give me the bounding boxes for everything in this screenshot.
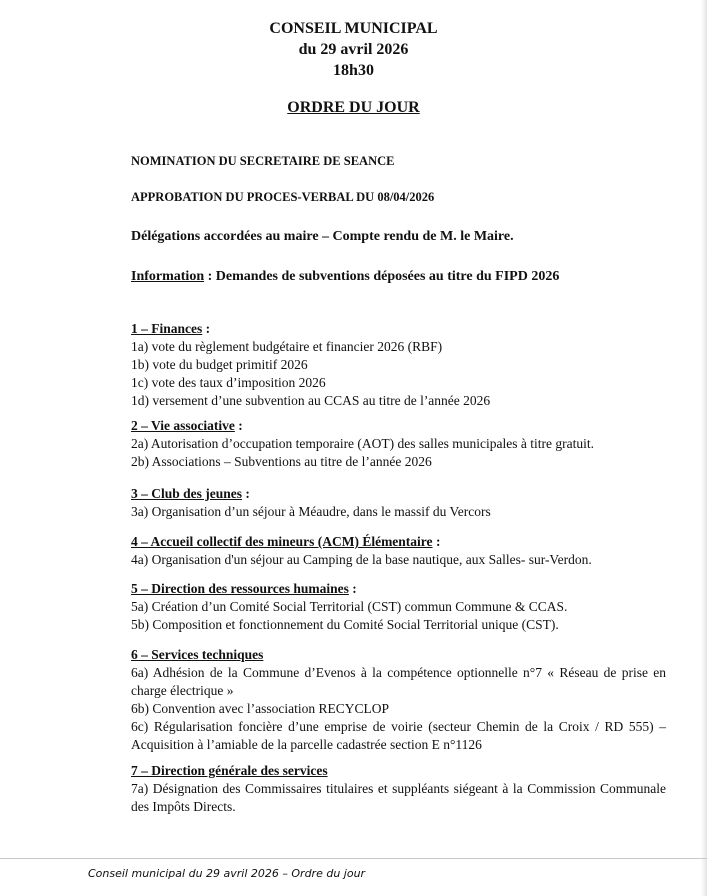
section-title: 6 – Services techniques xyxy=(131,647,264,662)
section-title: 2 – Vie associative xyxy=(131,418,235,433)
council-title: CONSEIL MUNICIPAL xyxy=(269,20,438,37)
section-title: 1 – Finances xyxy=(131,321,203,336)
agenda-item: 1d) versement d’une subvention au CCAS au titre de l’année 2026 xyxy=(131,393,491,408)
footer-divider xyxy=(0,858,707,859)
page-edge-shadow xyxy=(701,0,707,896)
section-club-des-jeunes xyxy=(131,485,666,521)
section-services-techniques xyxy=(131,646,666,754)
agenda-item: 4a) Organisation d'un séjour au Camping de la base nautique, aux Salles- sur-Verdon. xyxy=(131,552,592,567)
agenda-item: 1b) vote du budget primitif 2026 xyxy=(131,357,308,372)
page-footer: Conseil municipal du 29 avril 2026 – Ordre du jour xyxy=(88,867,366,880)
agenda-item: 1c) vote des taux d’imposition 2026 xyxy=(131,375,326,390)
agenda-item: 6b) Convention avec l’association RECYCLOP xyxy=(131,701,389,716)
section-title-suffix: : xyxy=(234,418,243,433)
section-title-suffix: : xyxy=(432,534,441,549)
information-line xyxy=(131,268,559,286)
agenda-item: 5a) Création d’un Comité Social Territorial (CST) commun Commune & CCAS. xyxy=(131,599,568,614)
information-label: Information xyxy=(131,269,205,284)
section-ressources-humaines xyxy=(131,580,666,634)
meeting-time: 18h30 xyxy=(333,62,374,79)
agenda-item: 3a) Organisation d’un séjour à Méaudre, dans le massif du Vercors xyxy=(131,504,491,519)
agenda-item: 6c) Régularisation foncière d’une emprise de voirie (secteur Chemin de la Croix / RD 555) – Acquisition à l’amiable de la parcelle cadastrée section E n°1126 xyxy=(131,719,666,752)
agenda-item: 2a) Autorisation d’occupation temporaire (AOT) des salles municipales à titre gratuit. xyxy=(131,436,594,451)
section-finances xyxy=(131,320,666,410)
section-acm xyxy=(131,533,666,569)
meeting-date: du 29 avril 2026 xyxy=(298,41,409,58)
document-header xyxy=(0,18,707,81)
nomination-line: NOMINATION DU SECRETAIRE DE SEANCE xyxy=(131,154,395,168)
agenda-item: 7a) Désignation des Commissaires titulaires et suppléants siégeant à la Commission Communale des Impôts Directs. xyxy=(131,781,666,814)
agenda-item: 6a) Adhésion de la Commune d’Evenos à la compétence optionnelle n°7 « Réseau de prise en charge électrique » xyxy=(131,665,666,698)
section-direction-generale xyxy=(131,762,666,816)
section-title-suffix: : xyxy=(242,486,250,501)
agenda-heading: ORDRE DU JOUR xyxy=(287,99,420,116)
section-title: 7 – Direction générale des services xyxy=(131,763,328,778)
section-title-suffix: : xyxy=(348,581,357,596)
agenda-item: 5b) Composition et fonctionnement du Comité Social Territorial unique (CST). xyxy=(131,617,559,632)
section-title: 3 – Club des jeunes xyxy=(131,486,243,501)
section-vie-associative xyxy=(131,417,666,471)
section-title: 5 – Direction des ressources humaines xyxy=(131,581,349,596)
delegations-line: Délégations accordées au maire – Compte rendu de M. le Maire. xyxy=(131,229,514,244)
section-title-suffix: : xyxy=(202,321,211,336)
information-text: : Demandes de subventions déposées au titre du FIPD 2026 xyxy=(204,269,560,284)
agenda-item: 2b) Associations – Subventions au titre de l’année 2026 xyxy=(131,454,432,469)
agenda-item: 1a) vote du règlement budgétaire et financier 2026 (RBF) xyxy=(131,339,443,354)
approbation-line: APPROBATION DU PROCES-VERBAL DU 08/04/2026 xyxy=(131,190,435,204)
section-title: 4 – Accueil collectif des mineurs (ACM) Élémentaire xyxy=(131,534,433,549)
